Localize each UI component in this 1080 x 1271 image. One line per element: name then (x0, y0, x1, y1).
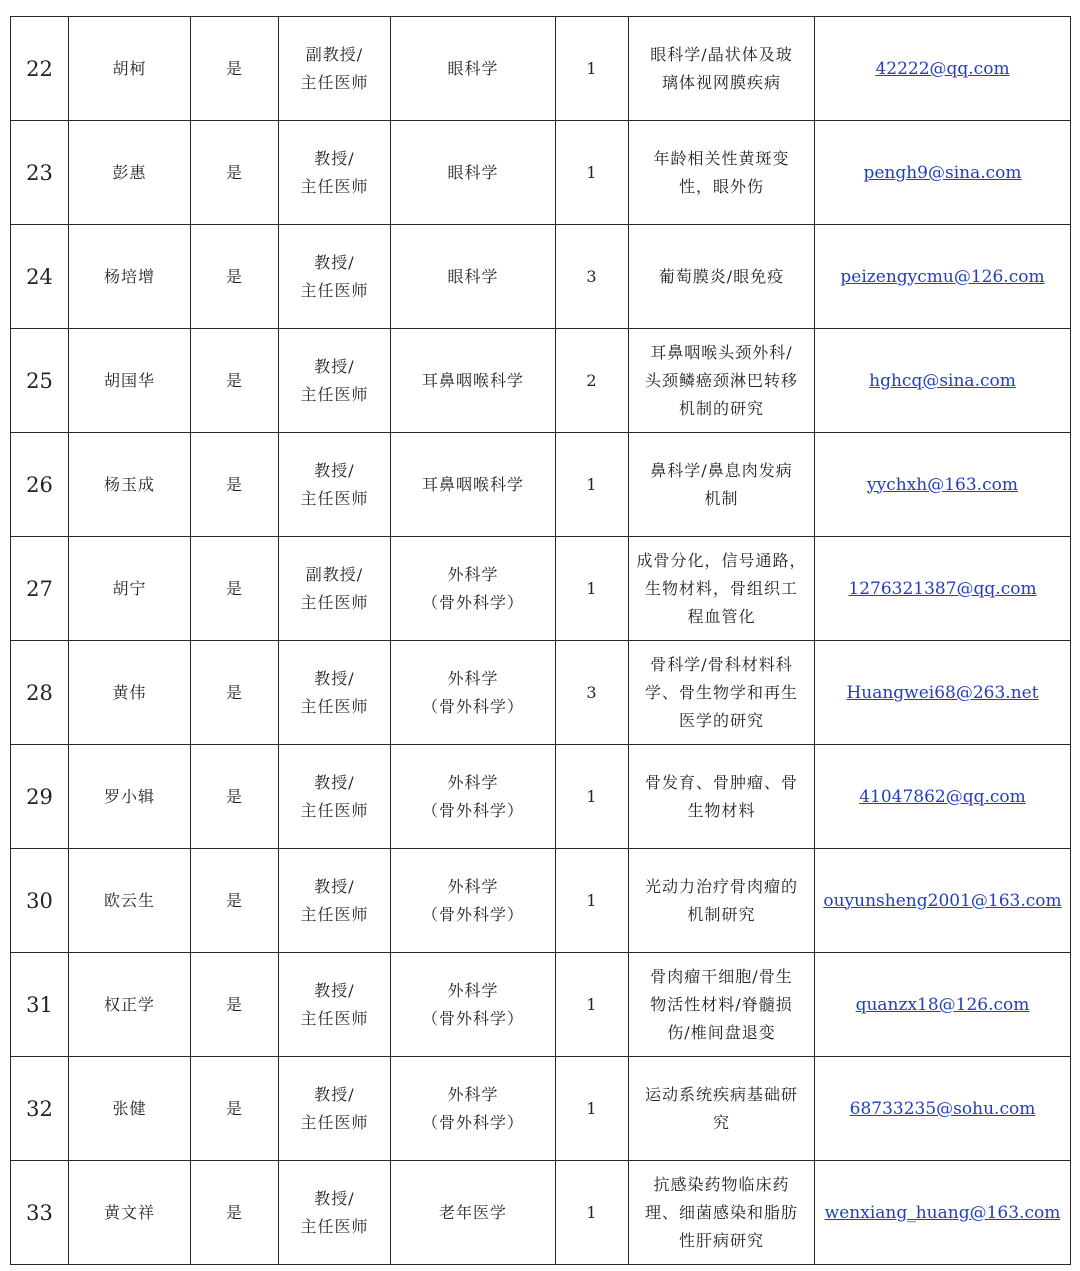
table-row (11, 953, 1071, 1057)
title-line: 教授/ (314, 460, 355, 480)
supervisor-name: 胡柯 (69, 17, 191, 121)
direction-line: 运动系统疾病基础研 (644, 1084, 798, 1104)
direction-line: 物活性材料/脊髓损 (650, 994, 793, 1014)
discipline (391, 225, 556, 329)
title-line: 教授/ (314, 1188, 355, 1208)
academic-title (279, 17, 391, 121)
academic-title (279, 537, 391, 641)
discipline-line: 耳鼻咽喉科学 (421, 474, 524, 494)
title-line: 副教授/ (305, 44, 364, 64)
direction-line: 学、骨生物学和再生 (644, 682, 798, 702)
supervisor-name: 黄伟 (69, 641, 191, 745)
academic-title (279, 1161, 391, 1265)
discipline-line: （骨外科学） (421, 904, 524, 924)
supervisor-name: 彭惠 (69, 121, 191, 225)
discipline-line: 外科学 (447, 564, 499, 584)
flag-cell: 是 (191, 849, 279, 953)
discipline (391, 537, 556, 641)
direction-line: 生物材料，骨组织工 (644, 578, 798, 598)
table-row (11, 329, 1071, 433)
supervisor-name: 胡宁 (69, 537, 191, 641)
title-line: 教授/ (314, 876, 355, 896)
direction-line: 骨发育、骨肿瘤、骨 (644, 772, 798, 792)
research-direction (629, 121, 815, 225)
table-row (11, 641, 1071, 745)
discipline (391, 1161, 556, 1265)
row-number: 24 (11, 225, 69, 329)
email-link[interactable]: 68733235@sohu.com (849, 1098, 1036, 1119)
quota: 1 (556, 1161, 629, 1265)
direction-line: 机制研究 (687, 904, 756, 924)
direction-line: 眼科学/晶状体及玻 (650, 44, 793, 64)
discipline-line: 老年医学 (438, 1202, 507, 1222)
title-line: 主任医师 (300, 1008, 369, 1028)
direction-line: 成骨分化，信号通路， (636, 550, 807, 570)
email-link[interactable]: wenxiang_huang@163.com (824, 1202, 1061, 1223)
academic-title (279, 849, 391, 953)
title-line: 主任医师 (300, 1112, 369, 1132)
row-number: 29 (11, 745, 69, 849)
title-line: 主任医师 (300, 176, 369, 196)
row-number: 25 (11, 329, 69, 433)
title-line: 教授/ (314, 980, 355, 1000)
direction-line: 伤/椎间盘退变 (667, 1022, 776, 1042)
row-number: 31 (11, 953, 69, 1057)
discipline-line: 眼科学 (447, 266, 499, 286)
email-link[interactable]: 41047862@qq.com (859, 786, 1026, 807)
academic-title (279, 329, 391, 433)
academic-title (279, 121, 391, 225)
research-direction (629, 953, 815, 1057)
flag-cell: 是 (191, 225, 279, 329)
research-direction (629, 641, 815, 745)
direction-line: 抗感染药物临床药 (653, 1174, 790, 1194)
direction-line: 耳鼻咽喉头颈外科/ (650, 342, 793, 362)
academic-title (279, 745, 391, 849)
email-link[interactable]: hghcq@sina.com (869, 370, 1016, 391)
direction-line: 性肝病研究 (678, 1230, 764, 1250)
discipline (391, 433, 556, 537)
flag-cell: 是 (191, 329, 279, 433)
title-line: 主任医师 (300, 904, 369, 924)
flag-cell: 是 (191, 641, 279, 745)
table-row (11, 849, 1071, 953)
discipline-line: 耳鼻咽喉科学 (421, 370, 524, 390)
research-direction (629, 1161, 815, 1265)
flag-cell: 是 (191, 953, 279, 1057)
supervisor-name: 杨玉成 (69, 433, 191, 537)
supervisor-name: 权正学 (69, 953, 191, 1057)
quota: 2 (556, 329, 629, 433)
direction-line: 究 (712, 1112, 730, 1132)
discipline (391, 329, 556, 433)
row-number: 22 (11, 17, 69, 121)
row-number: 32 (11, 1057, 69, 1161)
academic-title (279, 1057, 391, 1161)
table-row (11, 1161, 1071, 1265)
table-row (11, 537, 1071, 641)
email-link[interactable]: 42222@qq.com (875, 58, 1010, 79)
title-line: 主任医师 (300, 280, 369, 300)
direction-line: 医学的研究 (678, 710, 764, 730)
email-cell (815, 121, 1071, 225)
direction-line: 葡萄膜炎/眼免疫 (658, 266, 785, 286)
research-direction (629, 225, 815, 329)
email-cell (815, 745, 1071, 849)
row-number: 30 (11, 849, 69, 953)
direction-line: 鼻科学/鼻息肉发病 (650, 460, 793, 480)
research-direction (629, 329, 815, 433)
email-cell (815, 537, 1071, 641)
quota: 1 (556, 745, 629, 849)
academic-title (279, 953, 391, 1057)
direction-line: 光动力治疗骨肉瘤的 (644, 876, 798, 896)
discipline (391, 17, 556, 121)
direction-line: 生物材料 (687, 800, 756, 820)
direction-line: 骨肉瘤干细胞/骨生 (650, 966, 793, 986)
email-cell (815, 849, 1071, 953)
flag-cell: 是 (191, 17, 279, 121)
research-direction (629, 745, 815, 849)
flag-cell: 是 (191, 745, 279, 849)
email-link[interactable]: quanzx18@126.com (855, 994, 1030, 1015)
title-line: 主任医师 (300, 800, 369, 820)
direction-line: 机制的研究 (678, 398, 764, 418)
table-row (11, 17, 1071, 121)
quota: 1 (556, 849, 629, 953)
quota: 3 (556, 225, 629, 329)
quota: 1 (556, 953, 629, 1057)
research-direction (629, 17, 815, 121)
email-link[interactable]: pengh9@sina.com (863, 162, 1022, 183)
supervisor-name: 张健 (69, 1057, 191, 1161)
email-link[interactable]: peizengycmu@126.com (840, 266, 1045, 287)
title-line: 主任医师 (300, 1216, 369, 1236)
supervisor-name: 欧云生 (69, 849, 191, 953)
supervisor-name: 黄文祥 (69, 1161, 191, 1265)
title-line: 主任医师 (300, 384, 369, 404)
row-number: 27 (11, 537, 69, 641)
research-direction (629, 849, 815, 953)
discipline-line: 外科学 (447, 1084, 499, 1104)
email-link[interactable]: Huangwei68@263.net (846, 682, 1039, 703)
discipline-line: 眼科学 (447, 58, 499, 78)
table-row (11, 121, 1071, 225)
supervisor-name: 胡国华 (69, 329, 191, 433)
research-direction (629, 433, 815, 537)
quota: 3 (556, 641, 629, 745)
direction-line: 机制 (704, 488, 739, 508)
email-cell (815, 433, 1071, 537)
email-cell (815, 225, 1071, 329)
discipline (391, 953, 556, 1057)
email-cell (815, 641, 1071, 745)
discipline (391, 849, 556, 953)
flag-cell: 是 (191, 1161, 279, 1265)
title-line: 主任医师 (300, 72, 369, 92)
flag-cell: 是 (191, 121, 279, 225)
row-number: 33 (11, 1161, 69, 1265)
title-line: 教授/ (314, 148, 355, 168)
direction-line: 年龄相关性黄斑变 (653, 148, 790, 168)
row-number: 23 (11, 121, 69, 225)
direction-line: 骨科学/骨科材料科 (650, 654, 793, 674)
quota: 1 (556, 121, 629, 225)
direction-line: 性，眼外伤 (678, 176, 764, 196)
flag-cell: 是 (191, 537, 279, 641)
discipline-line: （骨外科学） (421, 1112, 524, 1132)
direction-line: 理、细菌感染和脂肪 (644, 1202, 798, 1222)
row-number: 26 (11, 433, 69, 537)
discipline (391, 641, 556, 745)
table-row (11, 1057, 1071, 1161)
table-row (11, 745, 1071, 849)
direction-line: 头颈鳞癌颈淋巴转移 (644, 370, 798, 390)
discipline-line: （骨外科学） (421, 696, 524, 716)
discipline-line: （骨外科学） (421, 800, 524, 820)
research-direction (629, 537, 815, 641)
title-line: 主任医师 (300, 592, 369, 612)
row-number: 28 (11, 641, 69, 745)
email-link[interactable]: ouyunsheng2001@163.com (823, 890, 1062, 911)
table-row (11, 225, 1071, 329)
flag-cell: 是 (191, 433, 279, 537)
email-cell (815, 953, 1071, 1057)
discipline (391, 121, 556, 225)
academic-title (279, 641, 391, 745)
email-cell (815, 1057, 1071, 1161)
title-line: 教授/ (314, 356, 355, 376)
discipline-line: 外科学 (447, 980, 499, 1000)
email-cell (815, 17, 1071, 121)
flag-cell: 是 (191, 1057, 279, 1161)
direction-line: 璃体视网膜疾病 (661, 72, 781, 92)
direction-line: 程血管化 (687, 606, 756, 626)
academic-title (279, 225, 391, 329)
title-line: 主任医师 (300, 488, 369, 508)
academic-title (279, 433, 391, 537)
email-cell (815, 1161, 1071, 1265)
discipline-line: （骨外科学） (421, 592, 524, 612)
quota: 1 (556, 537, 629, 641)
discipline (391, 1057, 556, 1161)
title-line: 副教授/ (305, 564, 364, 584)
title-line: 主任医师 (300, 696, 369, 716)
title-line: 教授/ (314, 772, 355, 792)
title-line: 教授/ (314, 668, 355, 688)
email-link[interactable]: yychxh@163.com (867, 474, 1018, 495)
discipline-line: （骨外科学） (421, 1008, 524, 1028)
quota: 1 (556, 433, 629, 537)
title-line: 教授/ (314, 252, 355, 272)
title-line: 教授/ (314, 1084, 355, 1104)
table-body (11, 17, 1071, 1265)
supervisor-table (10, 16, 1071, 1265)
research-direction (629, 1057, 815, 1161)
discipline-line: 外科学 (447, 876, 499, 896)
discipline (391, 745, 556, 849)
email-cell (815, 329, 1071, 433)
quota: 1 (556, 17, 629, 121)
supervisor-name: 杨培增 (69, 225, 191, 329)
supervisor-name: 罗小辑 (69, 745, 191, 849)
email-link[interactable]: 1276321387@qq.com (848, 578, 1037, 599)
discipline-line: 外科学 (447, 772, 499, 792)
discipline-line: 眼科学 (447, 162, 499, 182)
table-row (11, 433, 1071, 537)
quota: 1 (556, 1057, 629, 1161)
discipline-line: 外科学 (447, 668, 499, 688)
